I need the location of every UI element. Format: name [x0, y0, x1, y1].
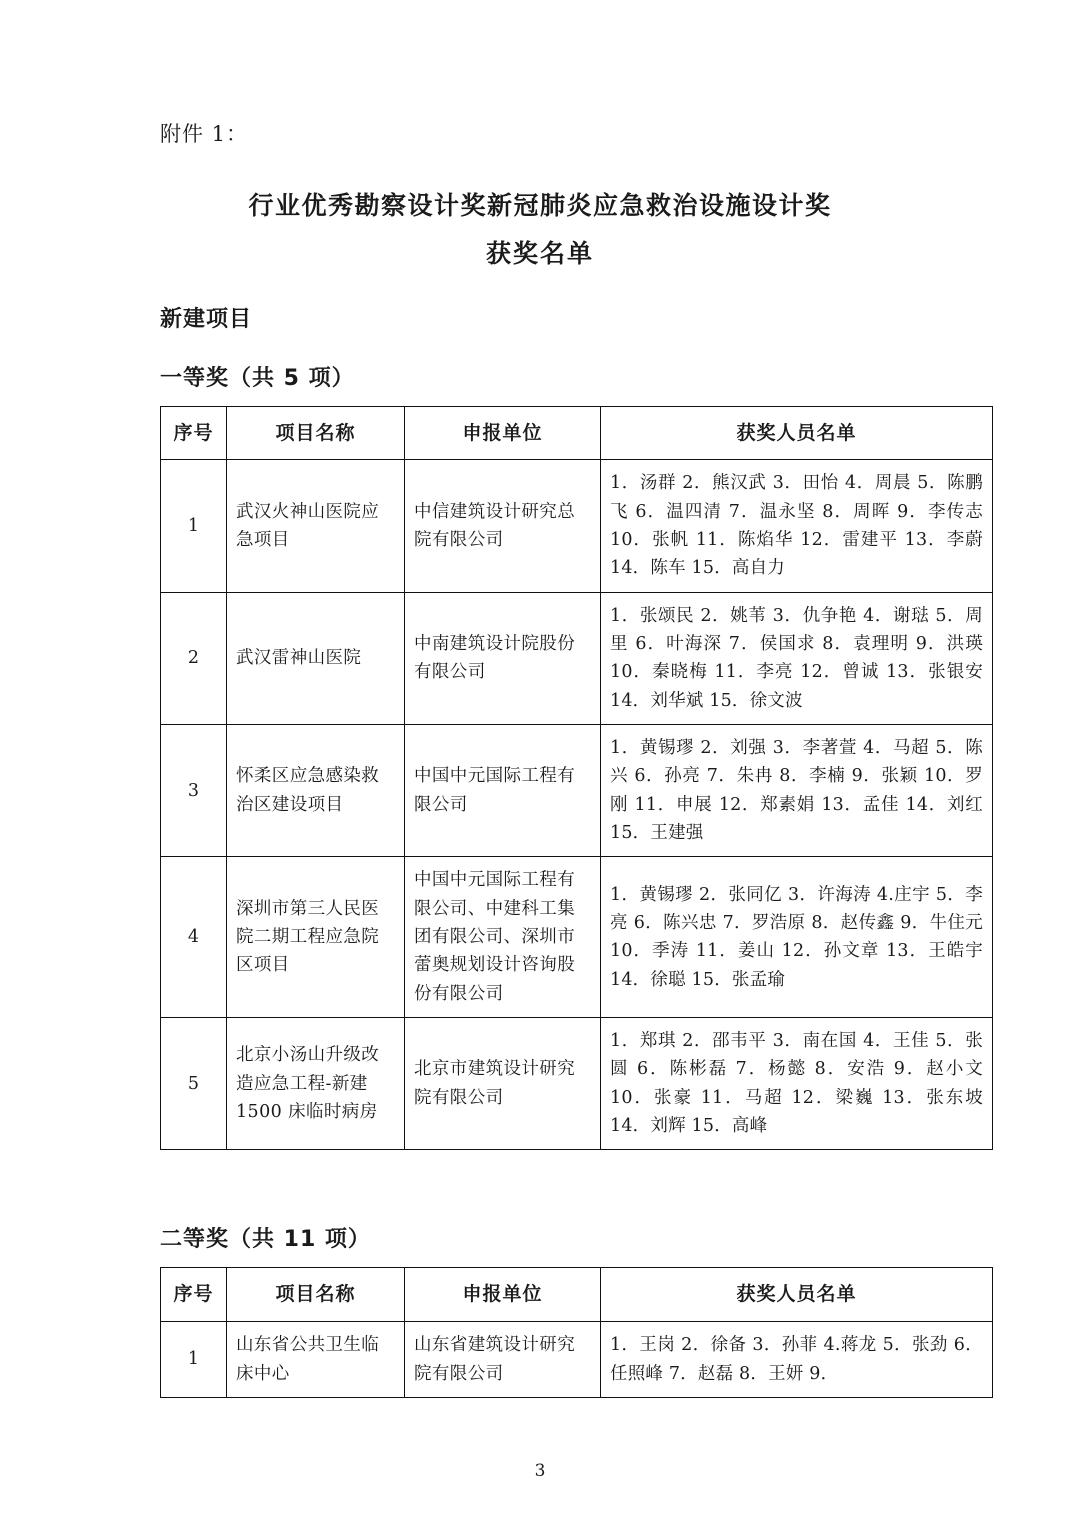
cell-index: 4	[161, 857, 227, 1018]
table-row	[161, 592, 993, 724]
cell-project: 深圳市第三人民医院二期工程应急院区项目	[227, 857, 405, 1018]
cell-winners: 1．黄锡璆 2．张同亿 3．许海涛 4.庄宇 5．李亮 6．陈兴忠 7．罗浩原 8．赵传鑫 9．牛住元 10．季涛 11．姜山 12．孙文章 13．王皓宇 14．徐聪 15．张孟瑜	[601, 857, 993, 1018]
table-row	[161, 857, 993, 1018]
cell-index: 3	[161, 725, 227, 857]
page-number: 3	[534, 1461, 546, 1481]
table-row	[161, 1322, 993, 1398]
cell-winners: 1．汤群 2．熊汉武 3．田怡 4．周晨 5．陈鹏飞 6．温四清 7．温永坚 8．周晖 9．李传志 10．张帆 11．陈焰华 12．雷建平 13．李蔚 14．陈车 15．高自力	[601, 460, 993, 592]
table-row	[161, 725, 993, 857]
column-header-index: 序号	[161, 1268, 227, 1322]
page-title: 行业优秀勘察设计奖新冠肺炎应急救治设施设计奖	[248, 191, 832, 220]
award-table-second	[160, 1267, 993, 1397]
cell-unit: 山东省建筑设计研究院有限公司	[405, 1322, 601, 1398]
cell-winners: 1．王岗 2．徐备 3．孙菲 4.蒋龙 5．张劲 6．任照峰 7．赵磊 8．王妍 9．	[601, 1322, 993, 1398]
section-heading-new-projects: 新建项目	[160, 306, 253, 332]
award-heading-first: 一等奖（共 5 项）	[160, 365, 355, 391]
table-header-row	[161, 406, 993, 460]
cell-project: 武汉火神山医院应急项目	[227, 460, 405, 592]
cell-project: 山东省公共卫生临床中心	[227, 1322, 405, 1398]
table-row	[161, 1018, 993, 1150]
cell-index: 5	[161, 1018, 227, 1150]
attachment-label: 附件 1：	[160, 122, 249, 146]
table-row	[161, 460, 993, 592]
cell-unit: 中国中元国际工程有限公司、中建科工集团有限公司、深圳市蕾奥规划设计咨询股份有限公司	[405, 857, 601, 1018]
cell-index: 1	[161, 1322, 227, 1398]
page-subtitle: 获奖名单	[485, 238, 594, 268]
table-header-row	[161, 1268, 993, 1322]
cell-unit: 中信建筑设计研究总院有限公司	[405, 460, 601, 592]
cell-index: 2	[161, 592, 227, 724]
cell-winners: 1．郑琪 2．邵韦平 3．南在国 4．王佳 5．张圆 6．陈彬磊 7．杨懿 8．安浩 9．赵小文 10．张豪 11．马超 12．梁巍 13．张东坡 14．刘辉 15．高峰	[601, 1018, 993, 1150]
award-heading-second: 二等奖（共 11 项）	[160, 1227, 371, 1253]
column-header-project: 项目名称	[227, 1268, 405, 1322]
award-table-first	[160, 406, 993, 1151]
column-header-unit: 申报单位	[405, 406, 601, 460]
cell-project: 武汉雷神山医院	[227, 592, 405, 724]
cell-project: 怀柔区应急感染救治区建设项目	[227, 725, 405, 857]
cell-unit: 中国中元国际工程有限公司	[405, 725, 601, 857]
cell-unit: 北京市建筑设计研究院有限公司	[405, 1018, 601, 1150]
cell-index: 1	[161, 460, 227, 592]
cell-unit: 中南建筑设计院股份有限公司	[405, 592, 601, 724]
table-spacer	[108, 1150, 972, 1194]
cell-project: 北京小汤山升级改造应急工程-新建 1500 床临时病房	[227, 1018, 405, 1150]
column-header-winners: 获奖人员名单	[601, 1268, 993, 1322]
column-header-project: 项目名称	[227, 406, 405, 460]
cell-winners: 1．黄锡璆 2．刘强 3．李著萱 4．马超 5．陈兴 6．孙亮 7．朱冉 8．李楠 9．张颖 10．罗刚 11．申展 12．郑素娟 13．孟佳 14．刘红 15．王建强	[601, 725, 993, 857]
cell-winners: 1．张颂民 2．姚苇 3．仇争艳 4．谢琺 5．周里 6．叶海深 7．侯国求 8．袁理明 9．洪瑛 10．秦晓梅 11．李亮 12．曾诚 13．张银安 14．刘华斌 15．徐文波	[601, 592, 993, 724]
column-header-unit: 申报单位	[405, 1268, 601, 1322]
column-header-index: 序号	[161, 406, 227, 460]
column-header-winners: 获奖人员名单	[601, 406, 993, 460]
